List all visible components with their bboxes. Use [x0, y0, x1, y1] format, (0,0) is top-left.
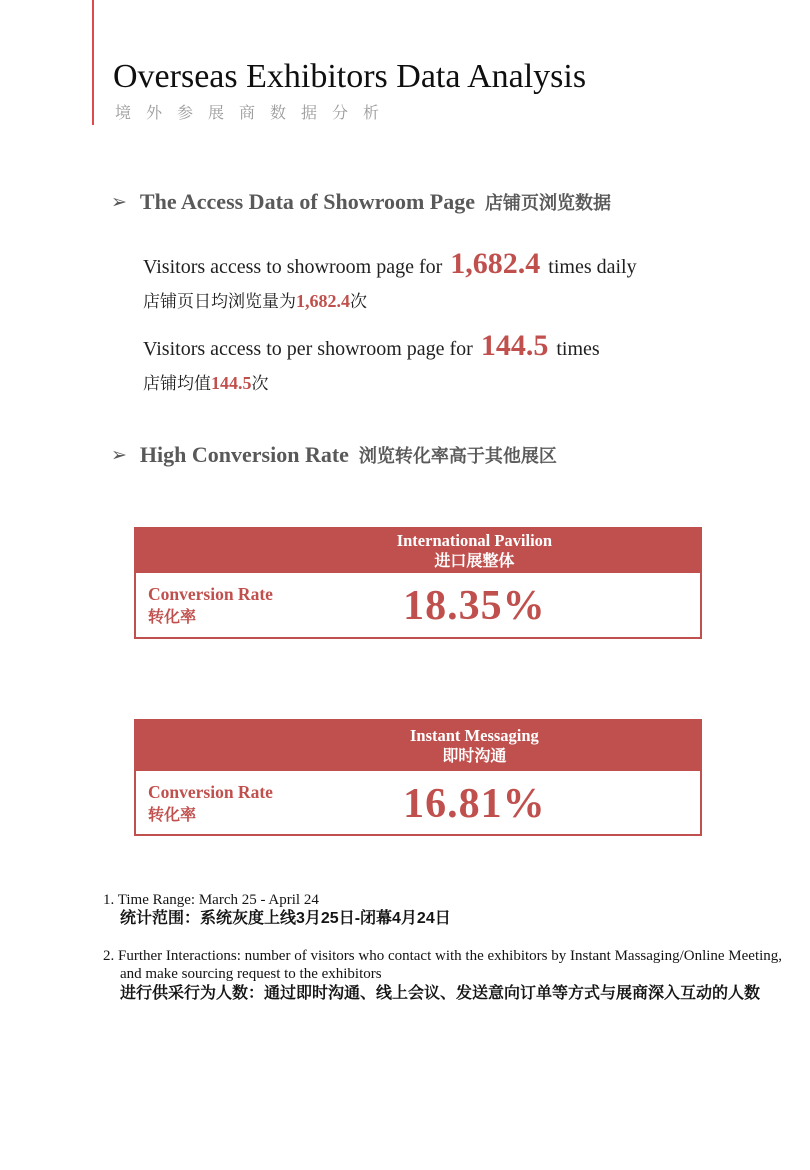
table-header — [136, 721, 700, 773]
section-1-heading — [111, 189, 611, 215]
table-header-title-en: Instant Messaging — [409, 726, 539, 745]
stat-text: 店铺页日均浏览量为 — [143, 292, 296, 311]
arrow-bullet-icon: ➢ — [111, 444, 127, 466]
table-header — [136, 529, 700, 575]
conversion-rate-label-en: Conversion Rate — [148, 781, 273, 802]
conversion-rate-label-cn: 转化率 — [148, 806, 197, 824]
conversion-table-instant-messaging — [134, 719, 702, 836]
conversion-rate-label-cn: 转化率 — [148, 609, 197, 626]
section-2-title-en: High Conversion Rate — [139, 442, 349, 467]
table-body — [136, 773, 700, 834]
conversion-table-international-pavilion — [134, 527, 702, 639]
page-subtitle-cn: 境外参展商数据分析 — [115, 105, 395, 122]
stat-line-daily-access-cn — [143, 289, 367, 314]
page-title: Overseas Exhibitors Data Analysis — [113, 58, 587, 95]
stat-value: 1,682.4 — [296, 291, 350, 311]
conversion-rate-value: 18.35% — [403, 583, 546, 629]
section-1-title-en: The Access Data of Showroom Page — [139, 189, 475, 214]
section-2-heading — [111, 442, 557, 468]
stat-value: 1,682.4 — [450, 247, 541, 280]
accent-line — [92, 0, 94, 125]
stat-value: 144.5 — [211, 373, 252, 393]
stat-text: 店铺均值 — [143, 374, 211, 393]
stat-text: Visitors access to showroom page for — [143, 256, 448, 278]
section-2-title-cn: 浏览转化率高于其他展区 — [358, 446, 557, 466]
section-1-title-cn: 店铺页浏览数据 — [484, 193, 611, 213]
stat-text: 次 — [251, 374, 269, 393]
stat-text: times daily — [543, 256, 637, 278]
table-header-title-en: International Pavilion — [396, 531, 553, 550]
footnote-1-en: 1. Time Range: March 25 - April 24 — [103, 892, 319, 908]
arrow-bullet-icon: ➢ — [111, 191, 127, 213]
stat-line-daily-access — [143, 247, 637, 284]
table-header-title-cn: 即时沟通 — [442, 748, 507, 765]
stat-value: 144.5 — [480, 329, 549, 362]
stat-text: Visitors access to per showroom page for — [143, 338, 478, 360]
footnote-1-cn: 统计范围：系统灰度上线3月25日-闭幕4月24日 — [120, 910, 451, 927]
stat-line-per-page-access — [143, 329, 600, 366]
stat-line-per-page-access-cn — [143, 371, 269, 396]
footnote-2-cn: 进行供采行为人数：通过即时沟通、线上会议、发送意向订单等方式与展商深入互动的人数 — [120, 985, 761, 1002]
stat-text: times — [551, 338, 600, 360]
conversion-rate-label-en: Conversion Rate — [148, 584, 273, 604]
table-body — [136, 575, 700, 637]
footnote-2-en: 2. Further Interactions: number of visitors who contact with the exhibitors by Instant Massaging/Online Meeting, and make sourcing request to the exhibitors — [103, 948, 783, 982]
conversion-rate-value: 16.81% — [403, 780, 546, 827]
table-header-title-cn: 进口展整体 — [434, 553, 515, 570]
stat-text: 次 — [350, 292, 367, 311]
